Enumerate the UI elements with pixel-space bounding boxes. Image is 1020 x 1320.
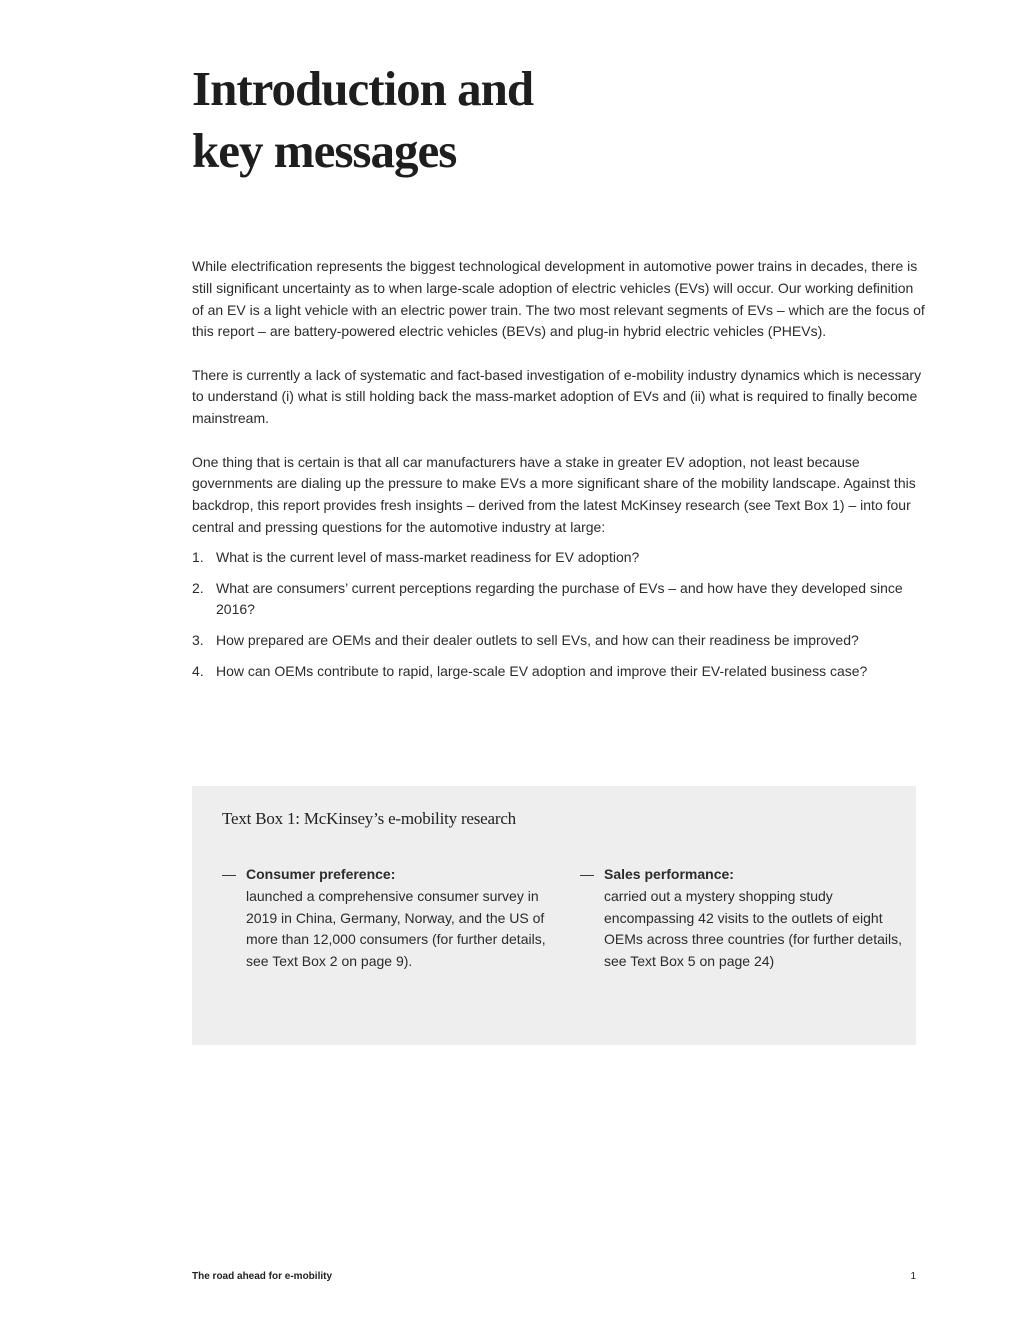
footer-page-number: 1: [910, 1271, 916, 1282]
text-box-item-description: carried out a mystery shopping study encompassing 42 visits to the outlets of eight OEMs across three countries (for further details, see Text Box 5 on page 24): [604, 887, 902, 970]
question-number: 2.: [192, 579, 204, 596]
question-item: [192, 661, 927, 683]
question-item: [192, 547, 927, 569]
question-number: 3.: [192, 632, 204, 649]
page-title-line-2: key messages: [192, 123, 457, 178]
dash-bullet: —: [222, 866, 236, 882]
footer-publication-title: The road ahead for e-mobility: [192, 1271, 333, 1282]
questions-list: [192, 547, 927, 683]
page-title: [192, 58, 752, 182]
question-item: [192, 630, 927, 652]
page-title-line-1: Introduction and: [192, 61, 534, 116]
question-number: 1.: [192, 548, 204, 565]
text-box-1: [192, 786, 916, 1045]
text-box-title: Text Box 1: McKinsey’s e-mobility research: [222, 809, 516, 828]
intro-paragraph-2: There is currently a lack of systematic and fact-based investigation of e-mobility industry dynamics which is necessary to understand (i) what is still holding back the mass-market adoption of EVs and (ii) what is required to finally become mainstream.: [192, 366, 922, 427]
intro-paragraph-1: While electrification represents the biggest technological development in automotive power trains in decades, there is still significant uncertainty as to when large-scale adoption of electric vehicles (EVs) will occur. Our working definition of an EV is a light vehicle with an electric power train. The two most relevant segments of EVs – which are the focus of this report – are battery-powered electric vehicles (BEVs) and plug-in hybrid electric vehicles (PHEVs).: [192, 258, 925, 340]
text-box-item-heading: Sales performance:: [604, 866, 734, 882]
dash-bullet: —: [580, 866, 594, 882]
question-text: What are consumers’ current perceptions regarding the purchase of EVs – and how have they developed since 2016?: [216, 579, 903, 618]
question-number: 4.: [192, 662, 204, 679]
question-text: How can OEMs contribute to rapid, large-scale EV adoption and improve their EV-related business case?: [216, 662, 868, 679]
question-item: [192, 578, 927, 622]
text-box-item-sales-performance: [580, 864, 910, 973]
question-text: What is the current level of mass-market readiness for EV adoption?: [216, 548, 640, 565]
body-text: [192, 256, 927, 692]
text-box-item-heading: Consumer preference:: [246, 866, 396, 882]
text-box-item-description: launched a comprehensive consumer survey in 2019 in China, Germany, Norway, and the US of more than 12,000 consumers (for further details, see Text Box 2 on page 9).: [246, 887, 546, 970]
intro-paragraph-3: One thing that is certain is that all car manufacturers have a stake in greater EV adoption, not least because governments are dialing up the pressure to make EVs a more significant share of the mobility landscape. Against this backdrop, this report provides fresh insights – derived from the latest McKinsey research (see Text Box 1) – into four central and pressing questions for the automotive industry at large:: [192, 453, 916, 535]
text-box-item-consumer-preference: [222, 864, 552, 973]
question-text: How prepared are OEMs and their dealer outlets to sell EVs, and how can their readiness be improved?: [216, 632, 859, 649]
